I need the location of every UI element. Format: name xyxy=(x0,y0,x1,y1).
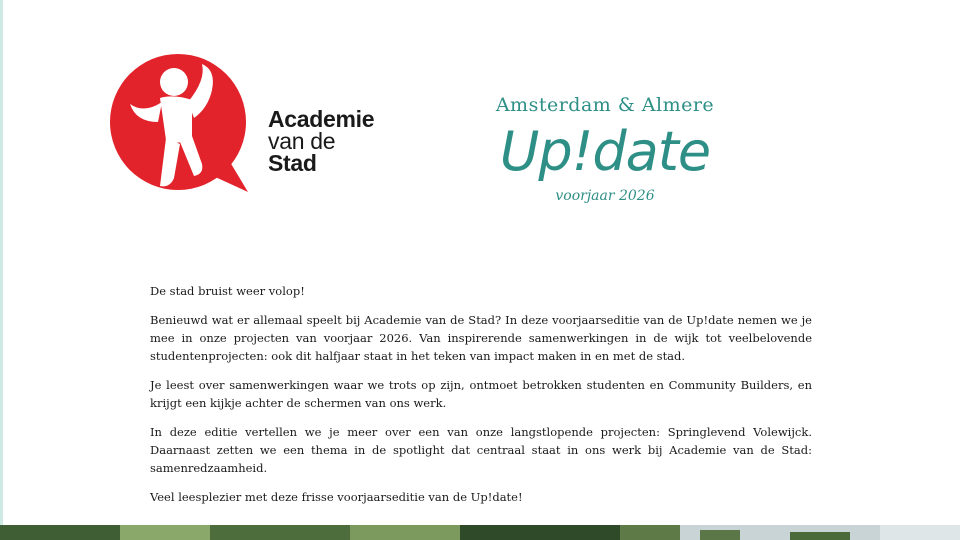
logo-line-2: van de xyxy=(268,128,336,154)
logo-line-1: Academie xyxy=(268,106,375,132)
page-edge xyxy=(0,0,3,540)
paragraph: De stad bruist weer volop! xyxy=(150,284,305,298)
logo-line-3: Stad xyxy=(268,150,317,176)
logo-wordmark xyxy=(268,108,374,174)
figure-cheering-icon xyxy=(108,52,253,197)
edition-label: voorjaar 2026 xyxy=(555,188,655,204)
paragraph: Je leest over samenwerkingen waar we trots op zijn, ontmoet betrokken studenten en Community Builders, en krijgt een kijkje achter de schermen van ons werk. xyxy=(150,378,812,410)
intro-text xyxy=(150,282,812,517)
academie-van-de-stad-logo[interactable] xyxy=(108,52,408,197)
paragraph: Veel leesplezier met deze frisse voorjaarseditie van de Up!date! xyxy=(150,490,523,504)
paragraph: In deze editie vertellen we je meer over een van onze langstlopende projecten: Springlevend Volewijck. Daarnaast zetten we een thema in de spotlight dat centraal staat in ons werk bij Academie van de Stad: samenredzaamheid. xyxy=(150,425,812,475)
paragraph: Benieuwd wat er allemaal speelt bij Academie van de Stad? In deze voorjaarseditie van de Up!date nemen we je mee in onze projecten van voorjaar 2026. Van inspirerende samenwerkingen in de wijk tot veelbelovende studentenprojecten: ook dit halfjaar staat in het teken van impact maken in en met de stad. xyxy=(150,313,812,363)
newsletter-masthead xyxy=(470,94,740,204)
location-subtitle: Amsterdam & Almere xyxy=(495,94,715,116)
header-photo-strip xyxy=(0,525,960,540)
newsletter-title: Up!date xyxy=(499,120,711,183)
